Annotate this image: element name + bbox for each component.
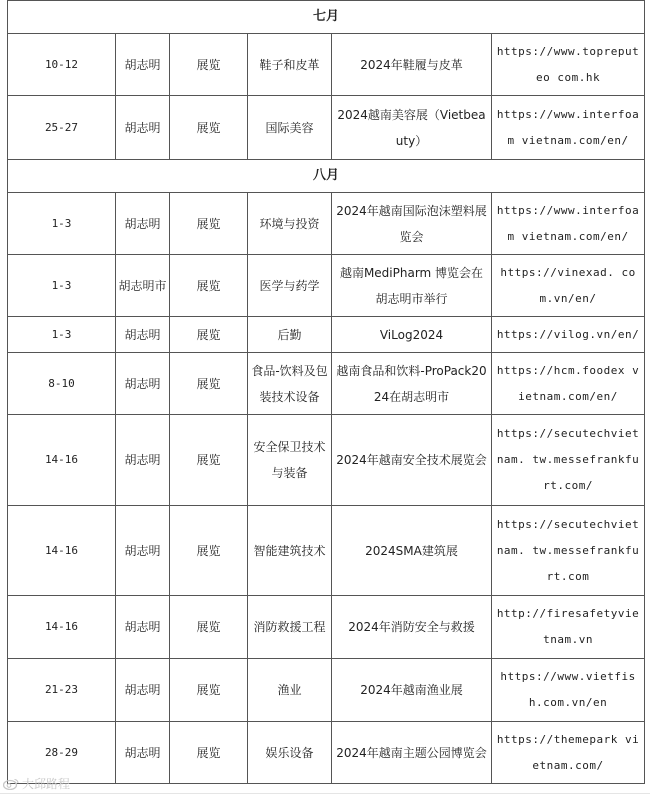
- type-cell: 展览: [170, 722, 248, 784]
- event-cell: 2024年鞋履与皮革: [332, 34, 492, 96]
- url-cell[interactable]: https://www.interfoam vietnam.com/en/: [492, 193, 645, 255]
- table-row: [8, 317, 645, 353]
- city-cell: 胡志明: [116, 596, 170, 659]
- date-cell: 28-29: [8, 722, 116, 784]
- date-cell: 21-23: [8, 659, 116, 722]
- category-cell: 鞋子和皮革: [248, 34, 332, 96]
- event-cell: 2024越南美容展（Vietbeauty）: [332, 96, 492, 160]
- category-cell: 医学与药学: [248, 255, 332, 317]
- category-cell: 国际美容: [248, 96, 332, 160]
- type-cell: 展览: [170, 415, 248, 506]
- table-row: [8, 353, 645, 415]
- date-cell: 14-16: [8, 506, 116, 596]
- category-cell: 食品-饮料及包装技术设备: [248, 353, 332, 415]
- event-cell: ViLog2024: [332, 317, 492, 353]
- type-cell: 展览: [170, 255, 248, 317]
- event-cell: 2024年越南国际泡沫塑料展览会: [332, 193, 492, 255]
- event-cell: 越南MediPharm 博览会在胡志明市举行: [332, 255, 492, 317]
- event-cell: 2024年越南渔业展: [332, 659, 492, 722]
- watermark-text: 大邱路程: [22, 777, 71, 791]
- url-cell[interactable]: https://vinexad. com.vn/en/: [492, 255, 645, 317]
- url-cell[interactable]: https://secutechvietnam. tw.messefrankfurt.com: [492, 506, 645, 596]
- url-cell[interactable]: http://firesafetyvietnam.vn: [492, 596, 645, 659]
- category-cell: 娱乐设备: [248, 722, 332, 784]
- city-cell: 胡志明: [116, 415, 170, 506]
- date-cell: 14-16: [8, 415, 116, 506]
- category-cell: 后勤: [248, 317, 332, 353]
- event-cell: 2024年消防安全与救援: [332, 596, 492, 659]
- date-cell: 10-12: [8, 34, 116, 96]
- city-cell: 胡志明: [116, 96, 170, 160]
- date-cell: 14-16: [8, 596, 116, 659]
- event-cell: 2024年越南安全技术展览会: [332, 415, 492, 506]
- url-cell[interactable]: https://www.topreputeo com.hk: [492, 34, 645, 96]
- type-cell: 展览: [170, 353, 248, 415]
- type-cell: 展览: [170, 96, 248, 160]
- date-cell: 1-3: [8, 317, 116, 353]
- event-cell: 2024SMA建筑展: [332, 506, 492, 596]
- category-cell: 渔业: [248, 659, 332, 722]
- date-cell: 8-10: [8, 353, 116, 415]
- exhibition-schedule-table: [7, 0, 645, 784]
- month-row: [8, 1, 645, 34]
- city-cell: 胡志明: [116, 722, 170, 784]
- date-cell: 1-3: [8, 255, 116, 317]
- table-row: [8, 596, 645, 659]
- type-cell: 展览: [170, 506, 248, 596]
- date-cell: 25-27: [8, 96, 116, 160]
- date-cell: 1-3: [8, 193, 116, 255]
- city-cell: 胡志明: [116, 317, 170, 353]
- type-cell: 展览: [170, 34, 248, 96]
- url-cell[interactable]: https://themepark vietnam.com/: [492, 722, 645, 784]
- category-cell: 环境与投资: [248, 193, 332, 255]
- event-cell: 2024年越南主题公园博览会: [332, 722, 492, 784]
- table-row: [8, 415, 645, 506]
- type-cell: 展览: [170, 659, 248, 722]
- city-cell: 胡志明: [116, 659, 170, 722]
- city-cell: 胡志明: [116, 506, 170, 596]
- url-cell[interactable]: https://www.vietfish.com.vn/en: [492, 659, 645, 722]
- table-row: [8, 506, 645, 596]
- month-header: 八月: [8, 160, 645, 193]
- city-cell: 胡志明市: [116, 255, 170, 317]
- watermark: [3, 775, 70, 792]
- city-cell: 胡志明: [116, 193, 170, 255]
- url-cell[interactable]: https://vilog.vn/en/: [492, 317, 645, 353]
- url-cell[interactable]: https://secutechvietnam. tw.messefrankfurt.com/: [492, 415, 645, 506]
- category-cell: 智能建筑技术: [248, 506, 332, 596]
- table-row: [8, 193, 645, 255]
- city-cell: 胡志明: [116, 353, 170, 415]
- weibo-icon: [3, 778, 19, 790]
- table-row: [8, 722, 645, 784]
- type-cell: 展览: [170, 596, 248, 659]
- table-row: [8, 96, 645, 160]
- url-cell[interactable]: https://hcm.foodex vietnam.com/en/: [492, 353, 645, 415]
- type-cell: 展览: [170, 317, 248, 353]
- month-header: 七月: [8, 1, 645, 34]
- table-row: [8, 34, 645, 96]
- category-cell: 消防救援工程: [248, 596, 332, 659]
- type-cell: 展览: [170, 193, 248, 255]
- month-row: [8, 160, 645, 193]
- city-cell: 胡志明: [116, 34, 170, 96]
- table-row: [8, 659, 645, 722]
- table-row: [8, 255, 645, 317]
- event-cell: 越南食品和饮料-ProPack2024在胡志明市: [332, 353, 492, 415]
- category-cell: 安全保卫技术与装备: [248, 415, 332, 506]
- url-cell[interactable]: https://www.interfoam vietnam.com/en/: [492, 96, 645, 160]
